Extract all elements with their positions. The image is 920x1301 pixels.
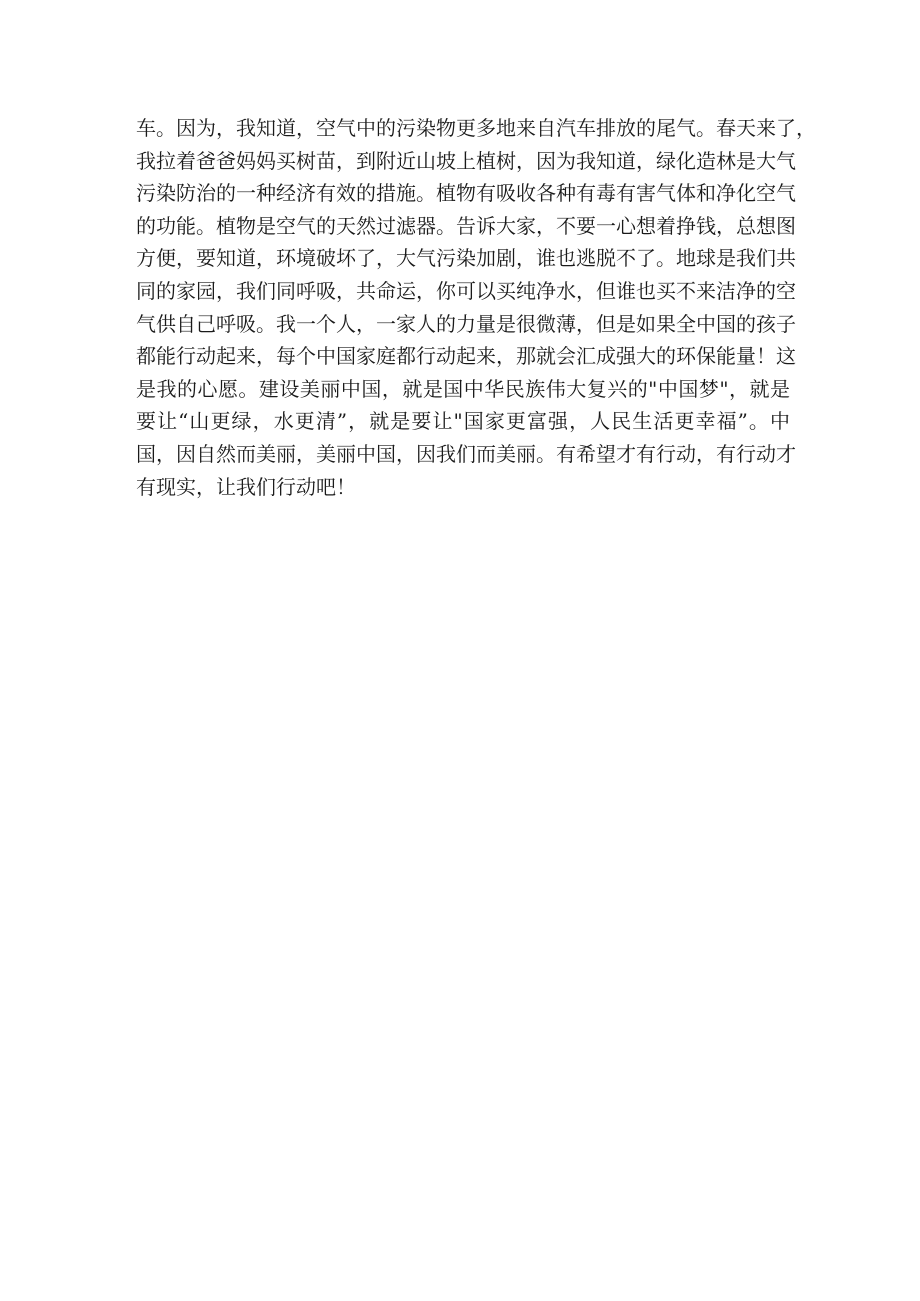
text-line-9: 是我的心愿。建设美丽中国，就是国中华民族伟大复兴的"中国梦"，就是 <box>136 376 790 401</box>
text-line-7: 气供自己呼吸。我一个人，一家人的力量是很微薄，但是如果全中国的孩子 <box>136 311 796 336</box>
text-line-3: 污染防治的一种经济有效的措施。植物有吸收各种有毒有害气体和净化空气 <box>136 181 796 206</box>
text-line-5: 方便，要知道，环境破坏了，大气污染加剧，谁也逃脱不了。地球是我们共 <box>136 246 796 271</box>
text-line-6: 同的家园，我们同呼吸，共命运，你可以买纯净水，但谁也买不来洁净的空 <box>136 278 796 303</box>
text-line-10: 要让“山更绿，水更清”，就是要让"国家更富强，人民生活更幸福”。中 <box>136 409 790 434</box>
text-line-12: 有现实，让我们行动吧！ <box>136 474 356 499</box>
text-line-4: 的功能。植物是空气的天然过滤器。告诉大家，不要一心想着挣钱，总想图 <box>136 213 796 238</box>
text-line-1: 车。因为，我知道，空气中的污染物更多地来自汽车排放的尾气。春天来了， <box>136 116 816 140</box>
text-line-8: 都能行动起来，每个中国家庭都行动起来，那就会汇成强大的环保能量！这 <box>136 344 796 369</box>
text-line-11: 国，因自然而美丽，美丽中国，因我们而美丽。有希望才有行动，有行动才 <box>136 441 796 466</box>
body-paragraph <box>136 112 816 503</box>
text-line-2: 我拉着爸爸妈妈买树苗，到附近山坡上植树，因为我知道，绿化造林是大气 <box>136 148 796 173</box>
